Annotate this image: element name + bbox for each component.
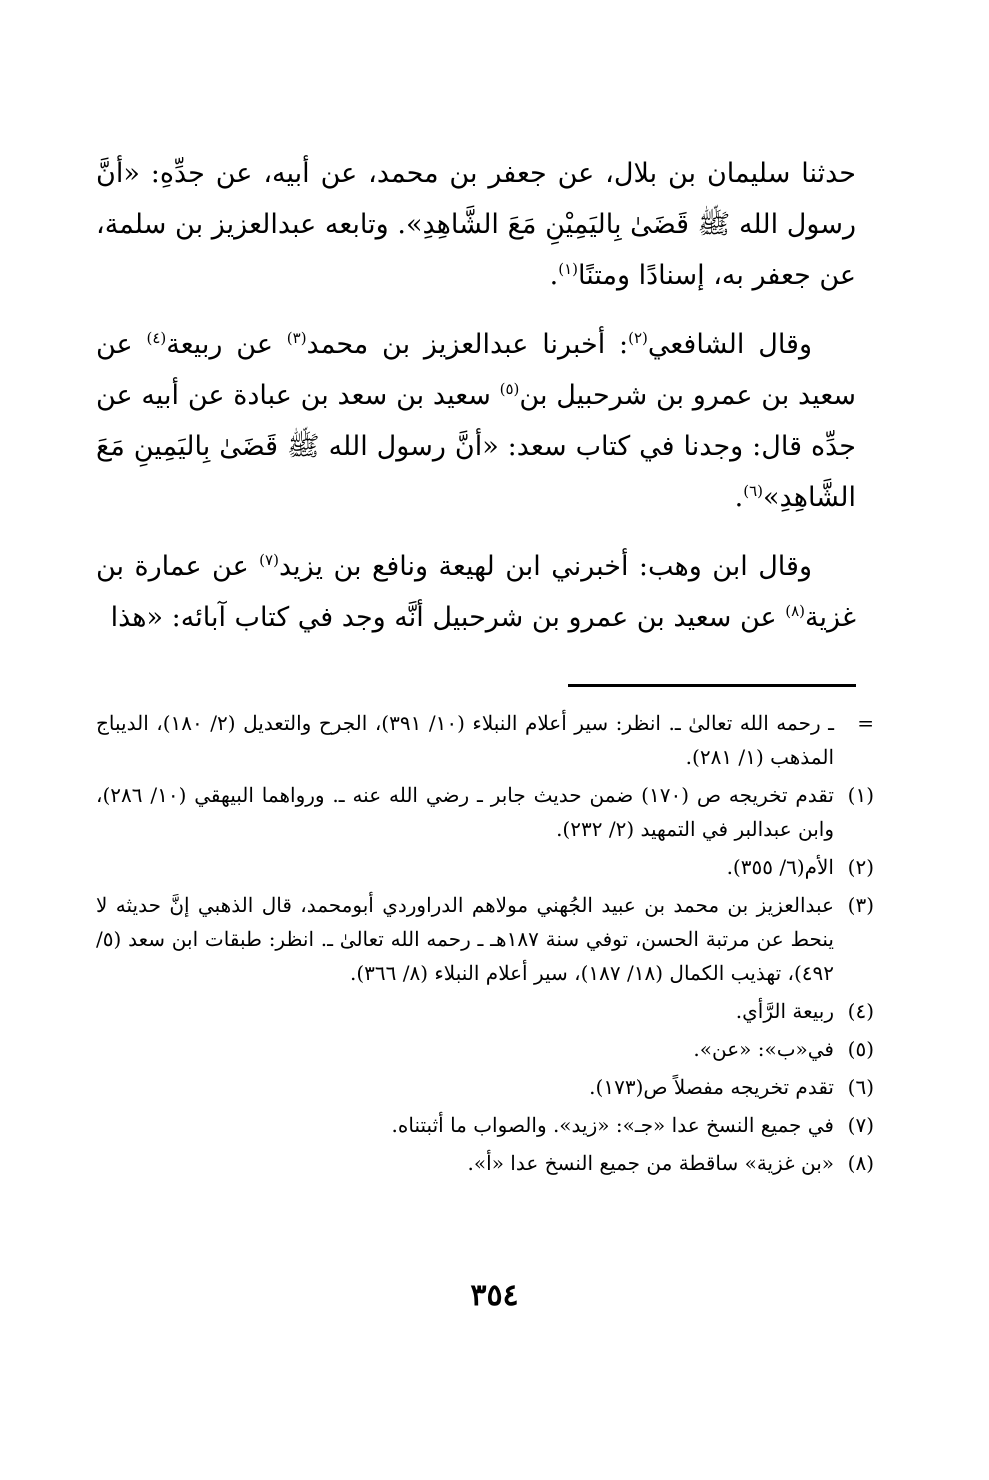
footnote-text: ربيعة الرَّأي. [735,999,834,1023]
page-number: ٣٥٤ [470,1278,519,1313]
footnote-item [96,994,874,1028]
footnote-ref: (٦) [743,482,764,500]
footnote-number: (٥) [847,1037,874,1061]
footnote-ref: (٧) [259,551,279,569]
footnotes [96,706,874,1184]
footnote-number: = [857,711,874,735]
footnote-ref: (٤) [146,329,167,347]
footnote-text: في«ب»: «عن». [693,1037,834,1061]
footnote-item [96,888,874,990]
footnote-text: «بن غزية» ساقطة من جميع النسخ عدا «أ». [467,1151,834,1175]
footnote-ref: (٢) [628,329,648,347]
footnote-item [96,1108,874,1142]
footnote-number: (٣) [847,893,874,917]
main-text [96,148,856,661]
footnote-item [96,706,874,774]
footnote-number: (٨) [847,1151,874,1175]
footnote-text: تقدم تخريجه ص (١٧٠) ضمن حديث جابر ـ رضي الله عنه ـ. ورواهما البيهقي (١٠/ ٢٨٦)، وابن عبدالبر في التمهيد (٢/ ٢٣٢). [96,783,834,841]
footnote-number: (٧) [847,1113,874,1137]
footnote-text: عبدالعزيز بن محمد بن عبيد الجُهني مولاهم الدراوردي أبومحمد، قال الذهبي إنَّ حديثه لا ينحط عن مرتبة الحسن، توفي سنة ١٨٧هـ ـ رحمه الله تعالىٰ ـ. انظر: طبقات ابن سعد (٥/ ٤٩٢)، تهذيب الكمال (١٨/ ١٨٧)، سير أعلام النبلاء (٨/ ٣٦٦). [96,893,834,985]
footnote-item [96,778,874,846]
footnote-number: (١) [847,783,874,807]
footnote-item [96,1146,874,1180]
paragraph-1: حدثنا سليمان بن بلال، عن جعفر بن محمد، عن أبيه، عن جدِّهِ: «أنَّ رسول الله ﷺ قَضَىٰ بِاليَمِيْنِ مَعَ الشَّاهِدِ». وتابعه عبدالعزيز بن سلمة، عن جعفر به، إسنادًا ومتنًا$^{(١)}$. [96,158,856,291]
footnote-text: في جميع النسخ عدا «جـ»: «زيد». والصواب ما أثبتناه. [391,1113,834,1137]
footnote-separator [568,684,856,687]
footnote-number: (٤) [847,999,874,1023]
footnote-number: (٢) [847,855,874,879]
footnote-ref: (٥) [499,380,520,398]
footnote-ref: (١) [558,260,578,278]
paragraph-3: وقال ابن وهب: أخبرني ابن لهيعة ونافع بن يزيد$^{(٧)}$ عن عمارة بن غزية$^{(٨)}$ عن سعيد بن عمرو بن شرحبيل أنَّه وجد في كتاب آبائه: «هذا [96,551,856,633]
paragraph-2: وقال الشافعي$^{(٢)}$: أخبرنا عبدالعزيز بن محمد$^{(٣)}$ عن ربيعة$^{(٤)}$ عن سعيد بن عمرو بن شرحبيل بن$^{(٥)}$ سعيد بن سعد بن عبادة عن أبيه عن جدِّه قال: وجدنا في كتاب سعد: «أنَّ رسول الله ﷺ قَضَىٰ بِاليَمِينِ مَعَ الشَّاهِدِ»$^{(٦)}$. [96,329,856,513]
footnote-text: تقدم تخريجه مفصلاً ص(١٧٣). [589,1075,834,1099]
footnote-item [96,1032,874,1066]
footnote-ref: (٣) [286,329,307,347]
footnote-number: (٦) [847,1075,874,1099]
footnote-text: الأم(٦/ ٣٥٥). [726,855,834,879]
footnote-item [96,850,874,884]
footnote-item [96,1070,874,1104]
footnote-text: ـ رحمه الله تعالىٰ ـ. انظر: سير أعلام النبلاء (١٠/ ٣٩١)، الجرح والتعديل (٢/ ١٨٠)، الديباج المذهب (١/ ٢٨١). [96,711,834,769]
footnote-ref: (٨) [785,602,805,620]
